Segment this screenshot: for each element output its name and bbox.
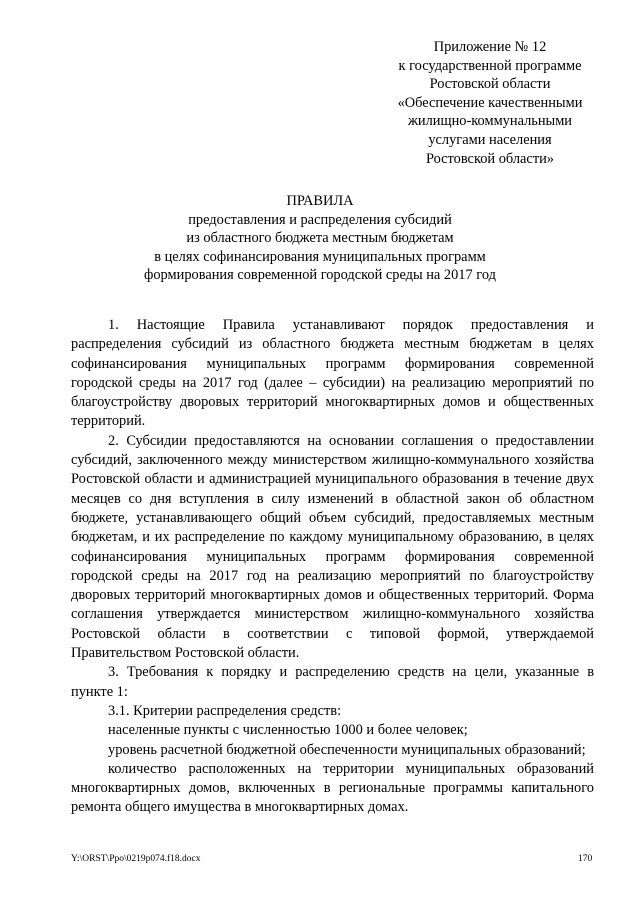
title-heading: ПРАВИЛА xyxy=(286,193,354,209)
footer-page-number: 170 xyxy=(578,854,593,864)
title-line: предоставления и распределения субсидий xyxy=(188,211,452,228)
appendix-line: услугами населения xyxy=(428,131,552,148)
criterion-housing: количество расположенных на территории муниципальных образований многоквартирных домов, включенных в региональные программы капитального ремонта общего имущества в многоквартирных домах. xyxy=(71,760,594,816)
appendix-header xyxy=(380,38,600,168)
document-body xyxy=(71,316,594,818)
paragraph-2: 2. Субсидии предоставляются на основании соглашения о предоставлении субсидий, заключенного между министерством жилищно-коммунального хозяйства Ростовской области и администрацией муниципального образования в течение двух месяцев со дня вступления в силу изменений в областной закон об областном бюджете, устанавливающего общий объем субсидий, предоставляемых местным бюджетам, и их распределение по каждому муниципальному образованию, в целях софинансирования муниципальных программ формирования современной городской среды на 2017 год на реализацию мероприятий по благоустройству дворовых территорий многоквартирных домов и общественных территорий. Форма соглашения утверждается министерством жилищно-коммунального хозяйства Ростовской области в соответствии с типовой формой, утверждаемой Правительством Ростовской области. xyxy=(71,432,594,662)
appendix-line: жилищно-коммунальными xyxy=(407,113,573,130)
paragraph-3: 3. Требования к порядку и распределению средств на цели, указанные в пункте 1: xyxy=(71,664,594,700)
title-line: из областного бюджета местным бюджетам xyxy=(186,230,454,247)
appendix-line: к государственной программе xyxy=(398,57,582,74)
paragraph-1: 1. Настоящие Правила устанавливают порядок предоставления и распределения субсидий из областного бюджета местным бюджетам в целях софинансирования муниципальных программ формирования современной городской среды на 2017 год (далее – субсидии) на реализацию мероприятий по благоустройству дворовых территорий многоквартирных домов и общественных территорий. xyxy=(71,317,594,430)
footer-file-path: Y:\ORST\Ppo\0219p074.f18.docx xyxy=(71,854,201,864)
paragraph-3-1: 3.1. Критерии распределения средств: xyxy=(108,702,342,719)
criterion-budget: уровень расчетной бюджетной обеспеченности муниципальных образований; xyxy=(108,741,586,758)
title-line: формирования современной городской среды на 2017 год xyxy=(144,267,496,284)
appendix-line: «Обеспечение качественными xyxy=(397,94,583,111)
appendix-line: Приложение № 12 xyxy=(433,39,547,55)
appendix-line: Ростовской области» xyxy=(425,150,555,167)
appendix-line: Ростовской области xyxy=(429,76,551,93)
document-title xyxy=(60,192,580,285)
criterion-population: населенные пункты с численностью 1000 и более человек; xyxy=(108,722,468,739)
title-line: в целях софинансирования муниципальных программ xyxy=(154,248,486,265)
